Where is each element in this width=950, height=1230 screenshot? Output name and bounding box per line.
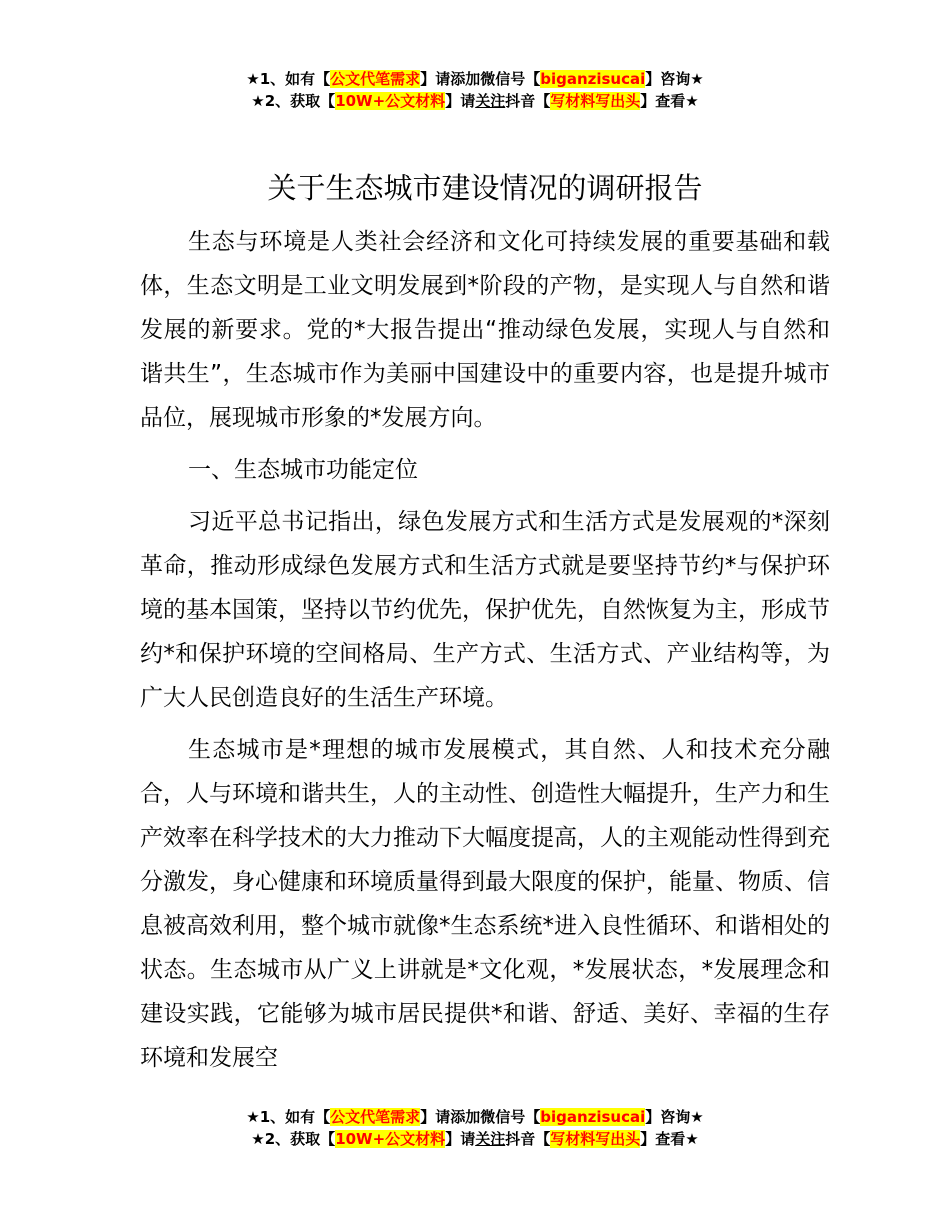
- banner-line2-prefix: ★2、获取【: [251, 92, 336, 110]
- banner-line1-prefix: ★1、如有【: [246, 1108, 331, 1126]
- banner-line-1: [0, 68, 950, 90]
- banner-line2-suffix: 】查看★: [640, 1130, 699, 1148]
- banner-line2-prefix: ★2、获取【: [251, 1130, 336, 1148]
- banner-line-2: [0, 1128, 950, 1150]
- banner-line1-middle: 】请添加微信号【: [420, 70, 541, 88]
- banner-highlight-wechat-id: biganzisucai: [540, 1108, 646, 1126]
- banner-line2-middle1: 】请: [445, 1130, 476, 1148]
- banner-line2-middle1: 】请: [445, 92, 476, 110]
- section-heading-1: 一、生态城市功能定位: [188, 457, 418, 483]
- banner-highlight-ghostwriting: 公文代笔需求: [330, 1108, 421, 1126]
- banner-highlight-wechat-id: biganzisucai: [540, 70, 646, 88]
- banner-highlight-materials: 10W+公文材料: [335, 92, 446, 110]
- banner-line1-suffix: 】咨询★: [645, 70, 704, 88]
- bottom-banner: [0, 1106, 950, 1150]
- document-title: 关于生态城市建设情况的调研报告: [267, 171, 703, 205]
- paragraph-eco-city-definition: 生态城市是*理想的城市发展模式，其自然、人和技术充分融合，人与环境和谐共生，人的主动性、创造性大幅提升，生产力和生产效率在科学技术的大力推动下大幅度提高，人的主观能动性得到充分激发，身心健康和环境质量得到最大限度的保护，能量、物质、信息被高效利用，整个城市就像*生态系统*进入良性循环、和谐相处的状态。生态城市从广义上讲就是*文化观，*发展状态，*发展理念和建设实践，它能够为城市居民提供*和谐、舒适、美好、幸福的生存环境和发展空: [140, 737, 830, 1071]
- banner-line1-prefix: ★1、如有【: [246, 70, 331, 88]
- banner-underlined-follow: 关注: [475, 92, 506, 110]
- banner-line-2: [0, 90, 950, 112]
- banner-line1-middle: 】请添加微信号【: [420, 1108, 541, 1126]
- banner-highlight-douyin-account: 写材料写出头: [550, 1130, 641, 1148]
- banner-line-1: [0, 1106, 950, 1128]
- banner-highlight-materials: 10W+公文材料: [335, 1130, 446, 1148]
- banner-underlined-follow: 关注: [475, 1130, 506, 1148]
- banner-line1-suffix: 】咨询★: [645, 1108, 704, 1126]
- paragraph-green-development: 习近平总书记指出，绿色发展方式和生活方式是发展观的*深刻革命，推动形成绿色发展方式和生活方式就是要坚持节约*与保护环境的基本国策，坚持以节约优先，保护优先，自然恢复为主，形成节约*和保护环境的空间格局、生产方式、生活方式、产业结构等，为广大人民创造良好的生活生产环境。: [140, 509, 830, 711]
- paragraph-intro: 生态与环境是人类社会经济和文化可持续发展的重要基础和载体，生态文明是工业文明发展到*阶段的产物，是实现人与自然和谐发展的新要求。党的*大报告提出“推动绿色发展，实现人与自然和谐共生”，生态城市作为美丽中国建设中的重要内容，也是提升城市品位，展现城市形象的*发展方向。: [140, 229, 830, 431]
- banner-line2-suffix: 】查看★: [640, 92, 699, 110]
- banner-highlight-ghostwriting: 公文代笔需求: [330, 70, 421, 88]
- top-banner: [0, 68, 950, 112]
- banner-line2-middle2: 抖音【: [505, 92, 551, 110]
- banner-line2-middle2: 抖音【: [505, 1130, 551, 1148]
- banner-highlight-douyin-account: 写材料写出头: [550, 92, 641, 110]
- document-body: [140, 166, 830, 1088]
